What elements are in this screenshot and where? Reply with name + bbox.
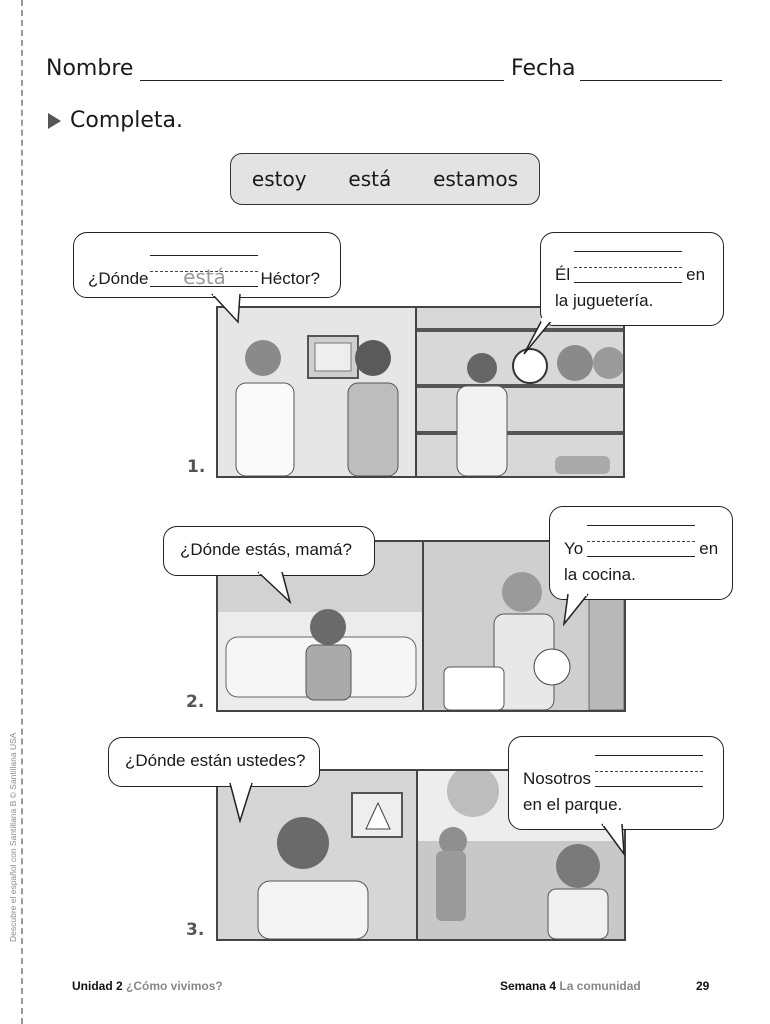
speech-bubble: [163, 526, 375, 576]
unit-label: Unidad 2: [72, 979, 123, 993]
bubble-text: ¿Dónde: [88, 269, 149, 288]
scene-1-left-illustration: [216, 306, 417, 478]
instruction-text: Completa.: [70, 108, 183, 133]
unit-title: ¿Cómo vivimos?: [126, 979, 223, 993]
bubble-text: Héctor?: [260, 269, 321, 288]
bubble-text: ¿Dónde estás, mamá?: [180, 540, 352, 559]
bubble-text: en: [699, 539, 719, 558]
answer-blank[interactable]: [587, 525, 695, 559]
speech-bubble: [549, 506, 733, 600]
item-number: 1.: [187, 457, 206, 477]
footer-unit: [72, 979, 223, 993]
bubble-text: en el parque.: [523, 795, 623, 814]
word-bank-item: estamos: [433, 167, 519, 191]
date-field[interactable]: [580, 80, 722, 81]
bubble-text: la cocina.: [564, 565, 636, 584]
word-bank: [230, 153, 540, 205]
speech-bubble-tail: [256, 570, 296, 604]
answer-blank[interactable]: [150, 255, 258, 289]
bubble-text: Él: [555, 265, 571, 284]
speech-bubble: [540, 232, 724, 326]
answer-text: está: [183, 265, 226, 289]
speech-bubble-tail: [600, 822, 630, 858]
speech-bubble-tail: [210, 292, 250, 324]
item-number: 2.: [186, 692, 205, 712]
bubble-text: la juguetería.: [555, 291, 654, 310]
speech-bubble-tail: [228, 781, 258, 823]
page-number: 29: [696, 979, 710, 993]
word-bank-item: está: [348, 167, 392, 191]
week-label: Semana 4: [500, 979, 557, 993]
copyright-side-text: Descubre el español con Santillana B © Santillana USA: [8, 732, 18, 942]
answer-blank[interactable]: [574, 251, 682, 285]
week-title: La comunidad: [559, 979, 641, 993]
date-label: Fecha: [511, 56, 576, 81]
name-field[interactable]: [140, 80, 504, 81]
triangle-bullet-icon: [48, 113, 61, 129]
people-talking-illustration: [218, 308, 415, 476]
footer-week: [500, 979, 641, 993]
speech-bubble-tail: [520, 318, 556, 358]
answer-blank[interactable]: [595, 755, 703, 789]
speech-bubble-tail: [562, 592, 596, 628]
speech-bubble: [73, 232, 341, 298]
word-bank-item: estoy: [251, 167, 307, 191]
speech-bubble: [108, 737, 320, 787]
name-label: Nombre: [46, 56, 134, 81]
bubble-text: Yo: [564, 539, 584, 558]
item-number: 3.: [186, 920, 205, 940]
bubble-text: ¿Dónde están ustedes?: [125, 751, 306, 770]
bubble-text: Nosotros: [523, 769, 592, 788]
speech-bubble: [508, 736, 724, 830]
bubble-text: en: [686, 265, 706, 284]
